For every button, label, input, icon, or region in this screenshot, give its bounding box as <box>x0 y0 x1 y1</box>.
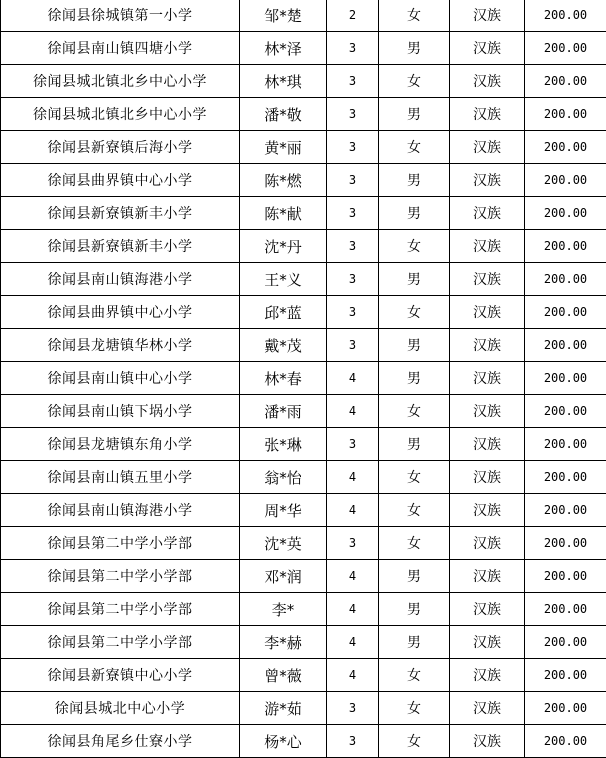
ethnicity-cell: 汉族 <box>450 461 525 494</box>
amount-cell: 200.00 <box>525 461 606 494</box>
grade-cell: 4 <box>327 659 379 692</box>
school-cell: 徐闻县南山镇下埚小学 <box>1 395 240 428</box>
grade-cell: 3 <box>327 98 379 131</box>
gender-cell: 女 <box>379 527 450 560</box>
gender-cell: 女 <box>379 494 450 527</box>
grade-cell: 3 <box>327 32 379 65</box>
table-row <box>1 626 606 659</box>
amount-cell: 200.00 <box>525 164 606 197</box>
grade-cell: 3 <box>327 692 379 725</box>
school-cell: 徐闻县南山镇五里小学 <box>1 461 240 494</box>
school-cell: 徐闻县城北中心小学 <box>1 692 240 725</box>
grade-cell: 3 <box>327 428 379 461</box>
table-row <box>1 65 606 98</box>
table-row <box>1 362 606 395</box>
student-name-cell: 戴*茂 <box>240 329 327 362</box>
table-row <box>1 296 606 329</box>
amount-cell: 200.00 <box>525 263 606 296</box>
student-name-cell: 曾*薇 <box>240 659 327 692</box>
ethnicity-cell: 汉族 <box>450 131 525 164</box>
table-row <box>1 263 606 296</box>
student-name-cell: 潘*敬 <box>240 98 327 131</box>
gender-cell: 女 <box>379 692 450 725</box>
amount-cell: 200.00 <box>525 296 606 329</box>
ethnicity-cell: 汉族 <box>450 428 525 461</box>
amount-cell: 200.00 <box>525 659 606 692</box>
amount-cell: 200.00 <box>525 0 606 32</box>
table-row <box>1 329 606 362</box>
amount-cell: 200.00 <box>525 560 606 593</box>
gender-cell: 女 <box>379 659 450 692</box>
gender-cell: 女 <box>379 725 450 758</box>
gender-cell: 男 <box>379 593 450 626</box>
amount-cell: 200.00 <box>525 725 606 758</box>
grade-cell: 3 <box>327 527 379 560</box>
school-cell: 徐闻县龙塘镇华林小学 <box>1 329 240 362</box>
student-name-cell: 沈*英 <box>240 527 327 560</box>
gender-cell: 男 <box>379 329 450 362</box>
table-row <box>1 692 606 725</box>
amount-cell: 200.00 <box>525 626 606 659</box>
gender-cell: 男 <box>379 197 450 230</box>
amount-cell: 200.00 <box>525 692 606 725</box>
school-cell: 徐闻县第二中学小学部 <box>1 593 240 626</box>
ethnicity-cell: 汉族 <box>450 626 525 659</box>
student-name-cell: 游*茹 <box>240 692 327 725</box>
ethnicity-cell: 汉族 <box>450 230 525 263</box>
gender-cell: 女 <box>379 395 450 428</box>
grade-cell: 3 <box>327 230 379 263</box>
school-cell: 徐闻县城北镇北乡中心小学 <box>1 65 240 98</box>
table-row <box>1 32 606 65</box>
grade-cell: 3 <box>327 263 379 296</box>
grade-cell: 2 <box>327 0 379 32</box>
amount-cell: 200.00 <box>525 197 606 230</box>
gender-cell: 女 <box>379 296 450 329</box>
school-cell: 徐闻县南山镇海港小学 <box>1 263 240 296</box>
ethnicity-cell: 汉族 <box>450 197 525 230</box>
table-row <box>1 461 606 494</box>
amount-cell: 200.00 <box>525 362 606 395</box>
student-name-cell: 潘*雨 <box>240 395 327 428</box>
grade-cell: 4 <box>327 461 379 494</box>
school-cell: 徐闻县角尾乡仕寮小学 <box>1 725 240 758</box>
student-name-cell: 李*赫 <box>240 626 327 659</box>
table-row <box>1 0 606 32</box>
student-name-cell: 林*泽 <box>240 32 327 65</box>
table-row <box>1 395 606 428</box>
table-row <box>1 593 606 626</box>
grade-cell: 3 <box>327 329 379 362</box>
school-cell: 徐闻县龙塘镇东角小学 <box>1 428 240 461</box>
grade-cell: 4 <box>327 395 379 428</box>
ethnicity-cell: 汉族 <box>450 362 525 395</box>
student-name-cell: 沈*丹 <box>240 230 327 263</box>
ethnicity-cell: 汉族 <box>450 65 525 98</box>
grade-cell: 4 <box>327 560 379 593</box>
table-row <box>1 428 606 461</box>
gender-cell: 女 <box>379 65 450 98</box>
amount-cell: 200.00 <box>525 494 606 527</box>
table-row <box>1 560 606 593</box>
ethnicity-cell: 汉族 <box>450 593 525 626</box>
grade-cell: 3 <box>327 164 379 197</box>
ethnicity-cell: 汉族 <box>450 0 525 32</box>
student-name-cell: 李* <box>240 593 327 626</box>
amount-cell: 200.00 <box>525 230 606 263</box>
gender-cell: 男 <box>379 164 450 197</box>
grade-cell: 3 <box>327 296 379 329</box>
amount-cell: 200.00 <box>525 65 606 98</box>
gender-cell: 男 <box>379 626 450 659</box>
school-cell: 徐闻县徐城镇第一小学 <box>1 0 240 32</box>
table-row <box>1 230 606 263</box>
gender-cell: 男 <box>379 98 450 131</box>
student-name-cell: 邱*蓝 <box>240 296 327 329</box>
school-cell: 徐闻县曲界镇中心小学 <box>1 164 240 197</box>
amount-cell: 200.00 <box>525 428 606 461</box>
student-name-cell: 黄*丽 <box>240 131 327 164</box>
gender-cell: 男 <box>379 428 450 461</box>
grade-cell: 4 <box>327 593 379 626</box>
school-cell: 徐闻县南山镇四塘小学 <box>1 32 240 65</box>
ethnicity-cell: 汉族 <box>450 494 525 527</box>
ethnicity-cell: 汉族 <box>450 659 525 692</box>
table-row <box>1 725 606 758</box>
gender-cell: 女 <box>379 230 450 263</box>
gender-cell: 男 <box>379 32 450 65</box>
student-name-cell: 翁*怡 <box>240 461 327 494</box>
student-name-cell: 陈*燃 <box>240 164 327 197</box>
grade-cell: 4 <box>327 494 379 527</box>
student-name-cell: 周*华 <box>240 494 327 527</box>
school-cell: 徐闻县新寮镇新丰小学 <box>1 230 240 263</box>
student-name-cell: 邹*楚 <box>240 0 327 32</box>
student-name-cell: 杨*心 <box>240 725 327 758</box>
student-name-cell: 林*琪 <box>240 65 327 98</box>
grade-cell: 3 <box>327 131 379 164</box>
school-cell: 徐闻县新寮镇新丰小学 <box>1 197 240 230</box>
school-cell: 徐闻县第二中学小学部 <box>1 626 240 659</box>
student-name-cell: 张*琳 <box>240 428 327 461</box>
gender-cell: 男 <box>379 362 450 395</box>
ethnicity-cell: 汉族 <box>450 725 525 758</box>
student-name-cell: 王*义 <box>240 263 327 296</box>
table-row <box>1 197 606 230</box>
amount-cell: 200.00 <box>525 131 606 164</box>
grade-cell: 3 <box>327 197 379 230</box>
amount-cell: 200.00 <box>525 593 606 626</box>
table-row <box>1 131 606 164</box>
ethnicity-cell: 汉族 <box>450 395 525 428</box>
ethnicity-cell: 汉族 <box>450 263 525 296</box>
gender-cell: 女 <box>379 461 450 494</box>
table-row <box>1 659 606 692</box>
gender-cell: 男 <box>379 560 450 593</box>
amount-cell: 200.00 <box>525 329 606 362</box>
ethnicity-cell: 汉族 <box>450 692 525 725</box>
school-cell: 徐闻县城北镇北乡中心小学 <box>1 98 240 131</box>
grade-cell: 4 <box>327 626 379 659</box>
gender-cell: 男 <box>379 263 450 296</box>
table-row <box>1 494 606 527</box>
grade-cell: 3 <box>327 65 379 98</box>
amount-cell: 200.00 <box>525 395 606 428</box>
amount-cell: 200.00 <box>525 32 606 65</box>
school-cell: 徐闻县新寮镇后海小学 <box>1 131 240 164</box>
school-cell: 徐闻县第二中学小学部 <box>1 527 240 560</box>
amount-cell: 200.00 <box>525 527 606 560</box>
table-row <box>1 527 606 560</box>
school-cell: 徐闻县南山镇中心小学 <box>1 362 240 395</box>
school-cell: 徐闻县南山镇海港小学 <box>1 494 240 527</box>
ethnicity-cell: 汉族 <box>450 98 525 131</box>
table-row <box>1 98 606 131</box>
school-cell: 徐闻县新寮镇中心小学 <box>1 659 240 692</box>
ethnicity-cell: 汉族 <box>450 164 525 197</box>
grade-cell: 4 <box>327 362 379 395</box>
ethnicity-cell: 汉族 <box>450 527 525 560</box>
student-name-cell: 林*春 <box>240 362 327 395</box>
ethnicity-cell: 汉族 <box>450 32 525 65</box>
ethnicity-cell: 汉族 <box>450 329 525 362</box>
ethnicity-cell: 汉族 <box>450 560 525 593</box>
school-cell: 徐闻县曲界镇中心小学 <box>1 296 240 329</box>
ethnicity-cell: 汉族 <box>450 296 525 329</box>
gender-cell: 女 <box>379 0 450 32</box>
school-cell: 徐闻县第二中学小学部 <box>1 560 240 593</box>
amount-cell: 200.00 <box>525 98 606 131</box>
roster-body <box>1 0 606 758</box>
table-row <box>1 164 606 197</box>
gender-cell: 女 <box>379 131 450 164</box>
student-name-cell: 邓*润 <box>240 560 327 593</box>
grade-cell: 3 <box>327 725 379 758</box>
student-name-cell: 陈*献 <box>240 197 327 230</box>
